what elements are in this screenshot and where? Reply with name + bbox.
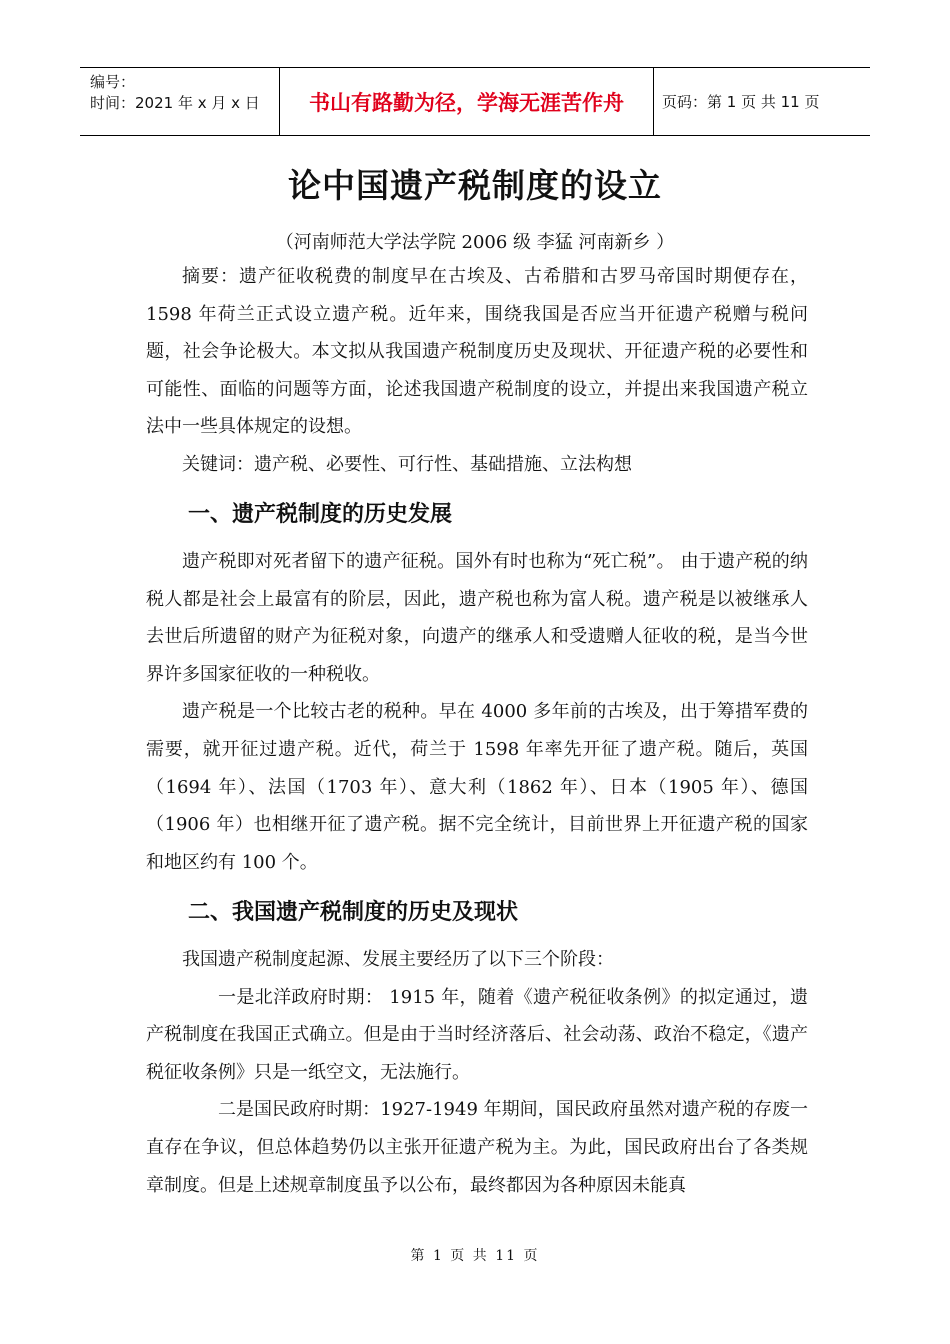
header-meta <box>80 68 280 135</box>
section-1-paragraph: 遗产税即对死者留下的遗产征税。国外有时也称为“死亡税”。 由于遗产税的纳税人都是社会上最富有的阶层，因此，遗产税也称为富人税。遗产税是以被继承人去世后所遗留的财产为征税对象，向遗产的继承人和受遗赠人征收的税，是当今世界许多国家征收的一种税收。 <box>146 551 808 685</box>
section-2-body <box>146 941 808 1204</box>
header-motto-cell <box>280 68 654 135</box>
author-line: （河南师范大学法学院 2006 级 李猛 河南新乡 ） <box>275 232 675 253</box>
motto: 书山有路勤为径，学海无涯苦作舟 <box>309 90 624 115</box>
document-header <box>80 67 870 136</box>
section-2-heading: 二、我国遗产税制度的历史及现状 <box>188 900 519 925</box>
document-title: 论中国遗产税制度的设立 <box>288 166 662 205</box>
number-label: 编号： <box>90 73 136 91</box>
page-info: 页码：第 1 页 共 11 页 <box>662 93 820 111</box>
section-2-paragraph: 二是国民政府时期：1927-1949 年期间，国民政府虽然对遗产税的存废一直存在争议，但总体趋势仍以主张开征遗产税为主。为此，国民政府出台了各类规章制度。但是上述规章制度虽予以公布，最终都因为各种原因未能真 <box>146 1099 808 1196</box>
page-footer: 第 1 页 共 11 页 <box>410 1248 540 1264</box>
section-2-paragraph: 一是北洋政府时期： 1915 年，随着《遗产税征收条例》的拟定通过，遗产税制度在我国正式确立。但是由于当时经济落后、社会动荡、政治不稳定，《遗产税征收条例》只是一纸空文，无法施行。 <box>146 986 808 1083</box>
time-label: 时间：2021 年 x 月 x 日 <box>90 94 260 112</box>
section-1-heading: 一、遗产税制度的历史发展 <box>188 502 453 527</box>
keywords-paragraph: 关键词：遗产税、必要性、可行性、基础措施、立法构想 <box>182 453 632 475</box>
abstract-paragraph: 摘要：遗产征收税费的制度早在古埃及、古希腊和古罗马帝国时期便存在，1598 年荷兰正式设立遗产税。近年来，围绕我国是否应当开征遗产税赠与税问题，社会争论极大。本文拟从我国遗产税制度历史及现状、开征遗产税的必要性和可能性、面临的问题等方面，论述我国遗产税制度的设立，并提出来我国遗产税立法中一些具体规定的设想。 <box>146 266 808 438</box>
abstract-block <box>146 258 808 484</box>
section-1-body <box>146 543 808 881</box>
section-1-paragraph: 遗产税是一个比较古老的税种。早在 4000 多年前的古埃及，出于筹措军费的需要，就开征过遗产税。近代，荷兰于 1598 年率先开征了遗产税。随后，英国（1694 年）、法国（1703 年）、意大利（1862 年）、日本（1905 年）、德国（1906 年）也相继开征了遗产税。据不完全统计，目前世界上开征遗产税的国家和地区约有 100 个。 <box>146 701 808 873</box>
header-page-cell <box>654 68 870 135</box>
section-2-intro: 我国遗产税制度起源、发展主要经历了以下三个阶段： <box>182 949 614 970</box>
